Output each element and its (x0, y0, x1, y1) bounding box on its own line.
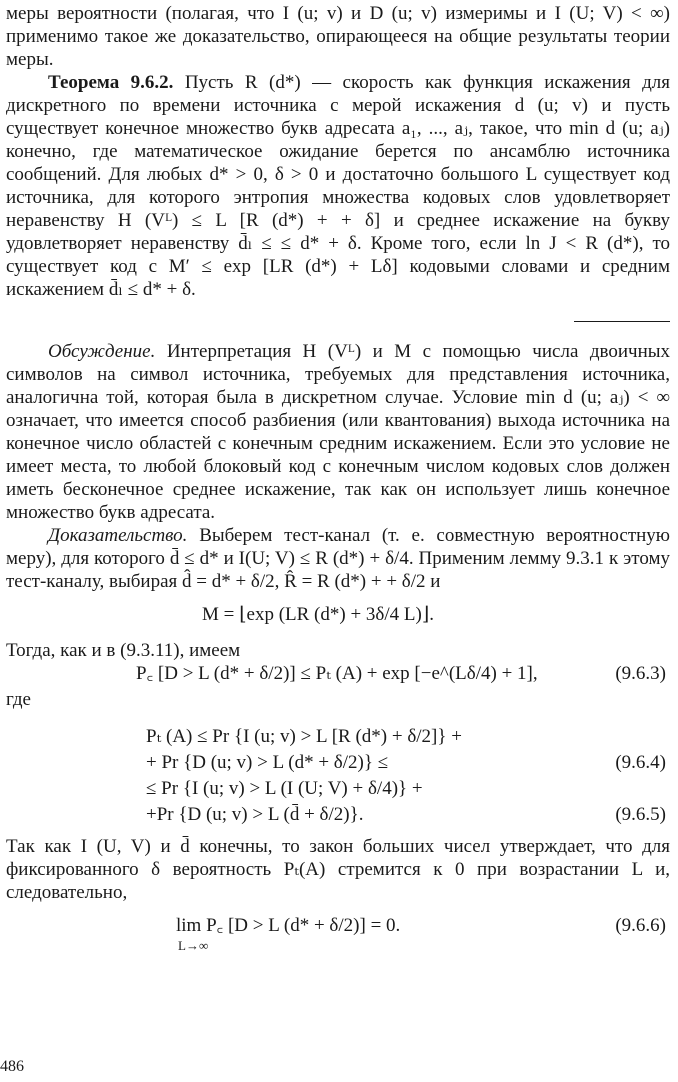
formula-9-6-5-line2-expr: +Pr {D (u; v) > L (d̄ + δ/2)}. (146, 804, 364, 825)
formula-9-6-6-number: (9.6.6) (615, 915, 666, 936)
proof-paragraph (6, 524, 670, 593)
proof-text: Выберем тест-канал (т. е. совместную вероятностную меру), для которого d̄ ≤ d* и I(U; V) ≤ R (d*) + δ/4. Применим лемму 9.3.1 к этому тест-каналу, выбирая d̂ = d* + δ/2, R̂ = R (d*) + + δ/2 и (6, 525, 670, 592)
formula-9-6-4-line1 (6, 725, 670, 751)
theorem-paragraph (6, 71, 670, 301)
formula-9-6-6-subscript: L→∞ (178, 938, 209, 953)
formula-9-6-3-expr: P꜀ [D > L (d* + δ/2)] ≤ Pₜ (A) + exp [−e^(Lδ/4) + 1], (136, 663, 538, 684)
formula-9-6-5-number: (9.6.5) (615, 804, 666, 825)
theorem-label: Теорема 9.6.2. (48, 72, 174, 93)
then-paragraph: Тогда, как и в (9.3.11), имеем (6, 640, 241, 661)
formula-9-6-3-number: (9.6.3) (615, 663, 666, 684)
proof-label: Доказательство. (48, 525, 188, 546)
theorem-text: Пусть R (d*) — скорость как функция искажения для дискретного по времени источника с мерой искажения d (u; v) и пусть существует конечное множество букв адресата a₁, ..., aⱼ, такое, что min d (u; aⱼ) конечно, где математическое ожидание берется по ансамблю источника сообщений. Для любых d* > 0, δ > 0 и достаточно большого L существует код источника, для которого энтропия множества кодовых слов удовлетворяет неравенству H (Vᴸ) ≤ L [R (d*) + + δ] и среднее искажение на букву удовлетворяет неравенству d̄ₗ ≤ ≤ d* + δ. Кроме того, если ln J < R (d*), то существует код с M′ ≤ exp [LR (d*) + Lδ] кодовыми словами и средним искажением d̄ₗ ≤ d* + δ. (6, 72, 670, 300)
formula-m-expr: M = ⌊exp (LR (d*) + 3δ/4 L)⌋. (202, 604, 435, 625)
where-paragraph: где (6, 689, 31, 710)
formula-9-6-4-line2-expr: + Pr {D (u; v) > L (d* + δ/2)} ≤ (146, 752, 389, 773)
formula-9-6-6-expr: lim P꜀ [D > L (d* + δ/2)] = 0. (176, 915, 401, 936)
formula-9-6-5-line2 (6, 803, 670, 829)
formula-9-6-5-line1-expr: ≤ Pr {I (u; v) > L (I (U; V) + δ/4)} + (146, 778, 423, 799)
page-body (6, 2, 670, 958)
paragraph-intro: меры вероятности (полагая, что I (u; v) и D (u; v) измеримы и I (U; V) < ∞) применимо такое же доказательство, опирающееся на общие результаты теории меры. (6, 3, 670, 70)
page-number: 486 (0, 1058, 24, 1075)
formula-9-6-5-line1 (6, 777, 670, 803)
formula-9-6-3 (6, 662, 670, 688)
formula-9-6-6 (6, 914, 670, 958)
since-paragraph: Так как I (U, V) и d̄ конечны, то закон больших чисел утверждает, что для фиксированного δ вероятность Pₜ(A) стремится к 0 при возрастании L и, следовательно, (6, 836, 670, 903)
formula-9-6-4-number: (9.6.4) (615, 752, 666, 773)
discussion-text: Интерпретация H (Vᴸ) и M с помощью числа двоичных символов на символ источника, требуемых для представления источника, аналогична той, которая была в дискретном случае. Условие min d (u; aⱼ) < ∞ означает, что имеется способ разбиения (или квантования) выхода источника на конечное число областей с конечным средним искажением. Если это условие не имеет места, то любой блоковый код с конечным числом кодовых слов должен иметь бесконечное среднее искажение, так как он использует лишь конечное множество букв адресата. (6, 341, 671, 523)
formula-m (6, 593, 670, 639)
formula-9-6-4-line2 (6, 751, 670, 777)
section-divider (574, 321, 670, 322)
formula-9-6-4-line1-expr: Pₜ (A) ≤ Pr {I (u; v) > L [R (d*) + δ/2]} + (146, 726, 462, 747)
discussion-label: Обсуждение. (48, 341, 156, 362)
discussion-paragraph (6, 340, 670, 524)
